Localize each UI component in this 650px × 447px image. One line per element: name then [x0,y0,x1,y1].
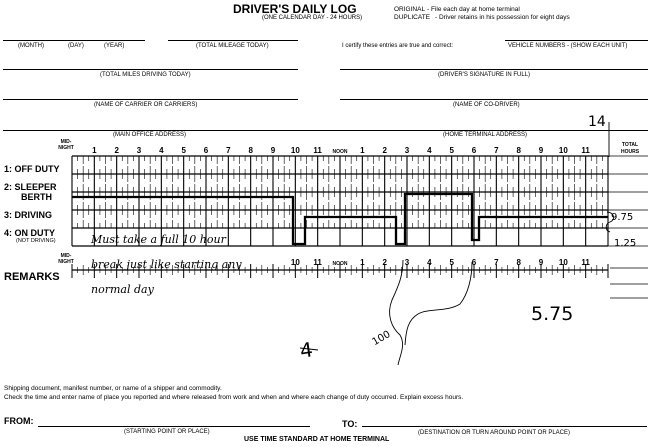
hour-label: 11 [313,146,322,155]
to-line[interactable] [362,426,647,427]
row-label-not-driving: (NOT DRIVING) [16,238,56,244]
from-line[interactable] [38,426,310,427]
hw-100: 100 [370,328,393,349]
lower-hour-label: 11 [313,258,322,267]
from-label: FROM: [4,416,34,426]
hw-stroke-3 [390,260,403,365]
hour-label: 3 [404,146,410,155]
note-line-3: normal day [91,283,154,296]
hw-14: 14 [588,114,606,130]
lower-hour-label: 4 [427,258,432,267]
duplicate-text: - Driver retains in his possession for eight days [435,14,570,21]
row-label-sleeper: 2: SLEEPER [4,182,57,192]
total-hours-label: TOTAL [621,142,639,148]
midnight-label-bottom-2: NIGHT [58,259,74,265]
grid-lines [72,156,648,298]
hour-label: 11 [581,146,590,155]
grid-text [58,139,639,267]
lower-hour-label: 10 [558,258,568,267]
hour-label: 5 [449,146,454,155]
hour-label: 4 [159,146,164,155]
hour-label: 1 [92,146,97,155]
hour-label: 9 [270,146,276,155]
page-title: DRIVER'S DAILY LOG [233,2,357,16]
hw-stroke-6 [405,262,472,345]
lower-hour-label: 6 [471,258,477,267]
total-mileage-caption: (TOTAL MILEAGE TODAY) [196,43,269,49]
starting-point-caption: (STARTING POINT OR PLACE) [124,429,210,435]
co-driver-caption: (NAME OF CO-DRIVER) [453,102,520,108]
certify-text: I certify these entries are true and correct: [342,43,454,49]
carrier-caption: (NAME OF CARRIER OR CARRIERS) [94,102,198,108]
hw-4: 4 [298,337,315,363]
hour-label: 10 [290,146,300,155]
note-line-1: Must take a full 10 hour [91,233,226,246]
row-label-berth: BERTH [21,192,52,202]
to-label: TO: [342,419,358,429]
lower-hour-label: 3 [404,258,410,267]
lower-hour-label: 1 [360,258,365,267]
row-label-driving: 3: DRIVING [4,210,53,220]
note-line-2: break just like starting any [91,258,242,271]
vehicle-numbers-caption: VEHICLE NUMBERS - (SHOW EACH UNIT) [508,43,628,49]
hw-5-75: 5.75 [531,303,574,325]
check-time-note: Check the time and enter name of place you reported and where released from work and when and where each change of duty occurred. Explain excess hours. [4,394,464,401]
noon-label-top: NOON [332,149,348,155]
destination-caption: (DESTINATION OR TURN AROUND POINT OR PLACE) [418,430,571,436]
lower-hour-label: 9 [538,258,544,267]
hour-label: 2 [382,146,387,155]
original-label: ORIGINAL [394,6,426,13]
hour-label: 8 [516,146,521,155]
lower-hour-label: 10 [290,258,300,267]
handwritten-marks [300,122,614,365]
shipping-note: Shipping document, manifest number, or name of a shipper and commodity. [4,385,222,392]
duplicate-label: DUPLICATE [394,14,430,21]
total-hours-label-2: HOURS [620,149,640,155]
home-terminal-caption: (HOME TERMINAL ADDRESS) [443,132,528,138]
lower-hour-label: 8 [516,258,521,267]
hour-label: 1 [360,146,365,155]
lower-hour-label: 5 [449,258,454,267]
lower-hour-label: 2 [382,258,387,267]
lower-hour-label: 11 [581,258,590,267]
row-label-off-duty: 1: OFF DUTY [4,164,60,174]
hw-9-75: 9.75 [611,212,634,223]
hour-label: 6 [203,146,209,155]
month-caption: (MONTH) [18,43,44,49]
lower-hour-label: NOON [332,261,348,267]
hour-label: 2 [114,146,119,155]
hour-label: 7 [226,146,231,155]
main-office-caption: (MAIN OFFICE ADDRESS) [113,132,187,138]
midnight-label-top-2: NIGHT [58,145,74,151]
original-text: - File each day at home terminal [427,6,520,13]
hour-label: 5 [181,146,186,155]
year-caption: (YEAR) [104,43,125,49]
total-miles-driving-caption: (TOTAL MILES DRIVING TODAY) [100,72,191,78]
time-standard-note: USE TIME STANDARD AT HOME TERMINAL [244,436,390,443]
remarks-label: REMARKS [4,271,60,283]
hour-label: 10 [558,146,568,155]
row-label-on-duty: 4: ON DUTY [4,228,56,238]
hw-1-25: 1.25 [614,238,637,249]
lower-hour-label: 7 [494,258,499,267]
day-caption: (DAY) [68,43,84,49]
midnight-label-top: MID- [60,139,72,145]
midnight-label-bottom: MID- [60,253,72,259]
driver-signature-caption: (DRIVER'S SIGNATURE IN FULL) [438,72,531,78]
hour-label: 7 [494,146,499,155]
hour-label: 6 [471,146,477,155]
hour-label: 4 [427,146,432,155]
page-subtitle: (ONE CALENDAR DAY - 24 HOURS) [262,15,363,21]
hour-label: 3 [136,146,142,155]
hour-label: 8 [248,146,253,155]
hour-label: 9 [538,146,544,155]
